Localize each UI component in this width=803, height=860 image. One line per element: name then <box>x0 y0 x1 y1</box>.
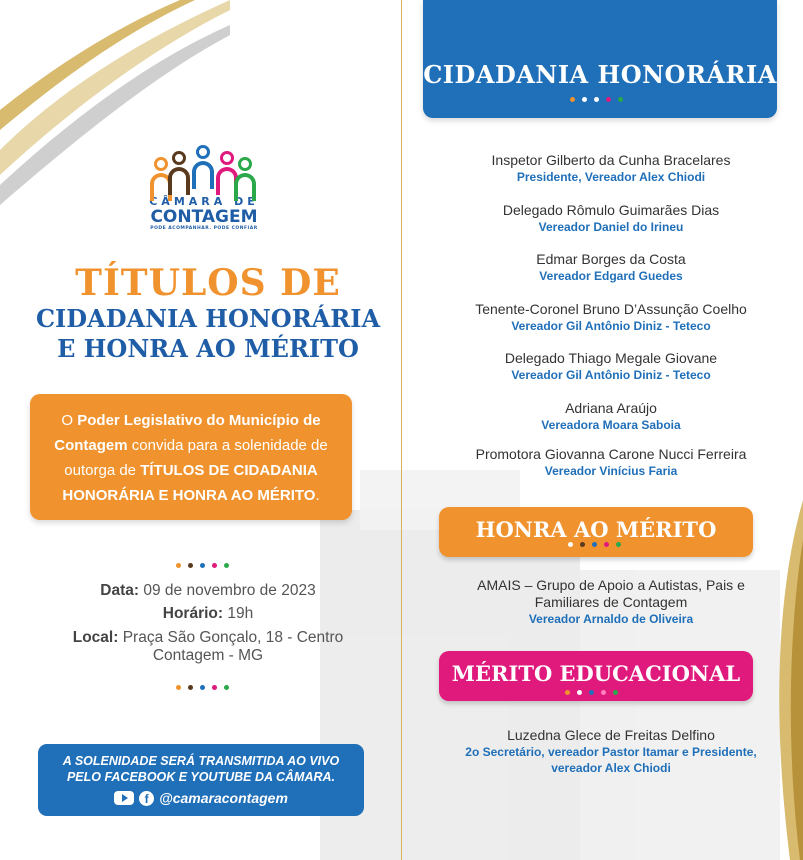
honoree-item <box>416 350 803 383</box>
event-date: Data: 09 de novembro de 2023 <box>100 582 316 599</box>
honoree-name: Edmar Borges da Costa <box>536 251 686 267</box>
dot-icon <box>582 97 587 102</box>
camara-contagem-logo <box>148 145 260 237</box>
honoree-item <box>416 301 803 334</box>
cidadania-header <box>423 0 777 118</box>
dot-icon <box>613 690 618 695</box>
broadcast-box <box>38 744 364 816</box>
honoree-proposer: Presidente, Vereador Alex Chiodi <box>516 170 706 184</box>
honoree-name: Familiares de Contagem <box>534 594 688 610</box>
honoree-proposer: Vereador Gil Antônio Diniz - Teteco <box>511 368 711 382</box>
honoree-item <box>416 400 803 433</box>
honoree-name: Adriana Araújo <box>565 400 657 416</box>
column-divider <box>401 0 402 860</box>
dot-icon <box>589 690 594 695</box>
dot-icon <box>594 97 599 102</box>
invitation-box <box>30 394 352 520</box>
title-line-2: CIDADANIA HONORÁRIA <box>35 304 381 333</box>
honoree-name: Delegado Thiago Megale Giovane <box>504 350 718 366</box>
honoree-proposer: Vereador Edgard Guedes <box>539 269 683 283</box>
honoree-name: Inspetor Gilberto da Cunha Bracelares <box>491 152 731 168</box>
dot-icon <box>577 690 582 695</box>
honoree-item <box>416 251 803 284</box>
dot-icon <box>606 97 611 102</box>
educacional-header <box>439 651 753 701</box>
honoree-proposer: Vereador Gil Antônio Diniz - Teteco <box>511 319 711 333</box>
dot-icon <box>176 563 181 568</box>
dot-icon <box>592 542 597 547</box>
dot-icon <box>618 97 623 102</box>
honoree-proposer: vereador Alex Chiodi <box>551 761 671 775</box>
color-dots <box>176 685 229 690</box>
logo-text-camara: CÂMARA DE <box>149 195 259 208</box>
title-line-3: E HONRA AO MÉRITO <box>57 334 359 363</box>
dot-icon <box>616 542 621 547</box>
gold-swoosh-bottom-right <box>760 500 803 860</box>
honoree-proposer: 2o Secretário, vereador Pastor Itamar e Presidente, <box>465 745 757 759</box>
dot-icon <box>224 563 229 568</box>
youtube-icon[interactable] <box>114 791 134 805</box>
social-handle[interactable]: @camaracontagem <box>159 790 288 806</box>
dot-icon <box>604 542 609 547</box>
color-dots <box>565 690 618 695</box>
color-dots <box>568 542 621 547</box>
honoree-item <box>416 446 803 479</box>
dot-icon <box>568 542 573 547</box>
dot-icon <box>200 685 205 690</box>
title-line-1: TÍTULOS DE <box>75 262 341 304</box>
honoree-name: Delegado Rômulo Guimarães Dias <box>502 202 720 218</box>
dot-icon <box>224 685 229 690</box>
invitation-text: O <box>61 412 78 429</box>
honra-title: HONRA AO MÉRITO <box>475 517 717 542</box>
dot-icon <box>601 690 606 695</box>
dot-icon <box>200 563 205 568</box>
dot-icon <box>212 563 217 568</box>
invitation-bold-text: Poder Legislativo do Município de Contagem <box>54 412 321 454</box>
honoree-item <box>416 727 803 776</box>
cidadania-title: CIDADANIA HONORÁRIA <box>423 60 777 89</box>
color-dots <box>176 563 229 568</box>
honoree-item <box>416 152 803 185</box>
facebook-icon[interactable]: f <box>139 791 154 806</box>
social-handle-row <box>38 790 364 806</box>
honra-header <box>439 507 753 557</box>
dot-icon <box>188 685 193 690</box>
invitation-text: convida para a solenidade de outorga de <box>64 437 328 479</box>
educacional-title: MÉRITO EDUCACIONAL <box>451 661 741 686</box>
event-place: Local: Praça São Gonçalo, 18 - Centro <box>72 629 344 646</box>
color-dots-white <box>570 97 623 102</box>
dot-icon <box>176 685 181 690</box>
dot-icon <box>565 690 570 695</box>
honoree-item <box>416 577 803 627</box>
honoree-proposer: Vereador Vinícius Faria <box>544 464 678 478</box>
honoree-name: AMAIS – Grupo de Apoio a Autistas, Pais e <box>477 577 745 593</box>
logo-text-contagem: CONTAGEM <box>150 207 258 227</box>
logo-people-icon <box>150 145 258 195</box>
honoree-item <box>416 202 803 235</box>
event-time: Horário: 19h <box>162 605 254 622</box>
invitation-bold-text: TÍTULOS DE CIDADANIA HONORÁRIA E HONRA AO MÉRITO <box>62 462 318 504</box>
honoree-proposer: Vereadora Moara Saboia <box>541 418 681 432</box>
honoree-name: Promotora Giovanna Carone Nucci Ferreira <box>475 446 747 462</box>
dot-icon <box>212 685 217 690</box>
dot-icon <box>188 563 193 568</box>
broadcast-line-1: A SOLENIDADE SERÁ TRANSMITIDA AO VIVO <box>62 754 340 768</box>
dot-icon <box>570 97 575 102</box>
logo-tagline: PODE ACOMPANHAR. PODE CONFIAR <box>150 226 258 231</box>
honoree-name: Luzedna Glece de Freitas Delfino <box>507 727 715 743</box>
dot-icon <box>580 542 585 547</box>
broadcast-line-2: PELO FACEBOOK E YOUTUBE DA CÂMARA. <box>66 770 336 784</box>
honoree-proposer: Vereador Arnaldo de Oliveira <box>528 612 694 626</box>
honoree-name: Tenente-Coronel Bruno D’Assunção Coelho <box>475 301 747 317</box>
honoree-proposer: Vereador Daniel do Irineu <box>538 220 684 234</box>
event-city: Contagem - MG <box>152 647 264 664</box>
invitation-text: . <box>315 487 320 504</box>
